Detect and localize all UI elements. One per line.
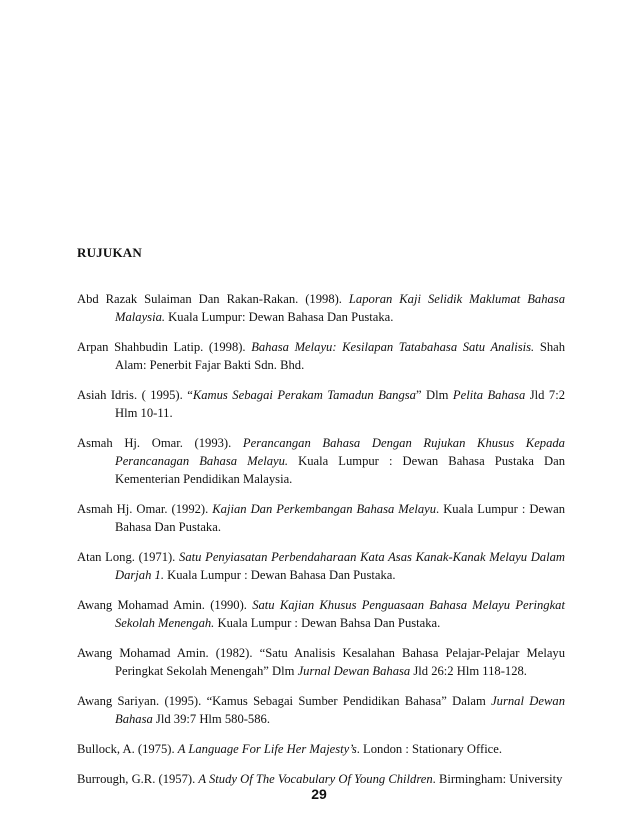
reference-entry: Arpan Shahbudin Latip. (1998). Bahasa Melayu: Kesilapan Tatabahasa Satu Analisis. Shah Alam: Penerbit Fajar Bakti Sdn. Bhd. <box>77 340 566 372</box>
reference-entry: Awang Mohamad Amin. (1990). Satu Kajian Khusus Penguasaan Bahasa Melayu Peringkat Sekolah Menengah. Kuala Lumpur : Dewan Bahsa Dan Pustaka. <box>77 598 565 630</box>
reference-list <box>77 290 565 800</box>
reference-entry: Awang Sariyan. (1995). “Kamus Sebagai Sumber Pendidikan Bahasa” Dalam Jurnal Dewan Bahasa Jld 39:7 Hlm 580-586. <box>77 694 565 726</box>
reference-entry: Awang Mohamad Amin. (1982). “Satu Analisis Kesalahan Bahasa Pelajar-Pelajar Melayu Peringkat Sekolah Menengah” Dlm Jurnal Dewan Bahasa Jld 26:2 Hlm 118-128. <box>77 646 565 678</box>
page-number: 29 <box>311 786 327 802</box>
reference-entry: Bullock, A. (1975). A Language For Life Her Majesty’s. London : Stationary Office. <box>77 742 503 756</box>
reference-entry: Atan Long. (1971). Satu Penyiasatan Perbendaharaan Kata Asas Kanak-Kanak Melayu Dalam Darjah 1. Kuala Lumpur : Dewan Bahasa Dan Pustaka. <box>77 550 565 582</box>
reference-entry: Asmah Hj. Omar. (1993). Perancangan Bahasa Dengan Rujukan Khusus Kepada Perancanagan Bahasa Melayu. Kuala Lumpur : Dewan Bahasa Pustaka Dan Kementerian Pendidikan Malaysia. <box>77 436 566 486</box>
reference-entry: Abd Razak Sulaiman Dan Rakan-Rakan. (1998). Laporan Kaji Selidik Maklumat Bahasa Malaysia. Kuala Lumpur: Dewan Bahasa Dan Pustaka. <box>77 292 565 324</box>
reference-entry: Burrough, G.R. (1957). A Study Of The Vocabulary Of Young Children. Birmingham: University <box>77 772 563 786</box>
reference-entry: Asmah Hj. Omar. (1992). Kajian Dan Perkembangan Bahasa Melayu. Kuala Lumpur : Dewan Bahasa Dan Pustaka. <box>77 502 565 534</box>
section-heading: RUJUKAN <box>77 245 142 260</box>
reference-entry: Asiah Idris. ( 1995). “Kamus Sebagai Perakam Tamadun Bangsa” Dlm Pelita Bahasa Jld 7:2 Hlm 10-11. <box>77 388 566 420</box>
